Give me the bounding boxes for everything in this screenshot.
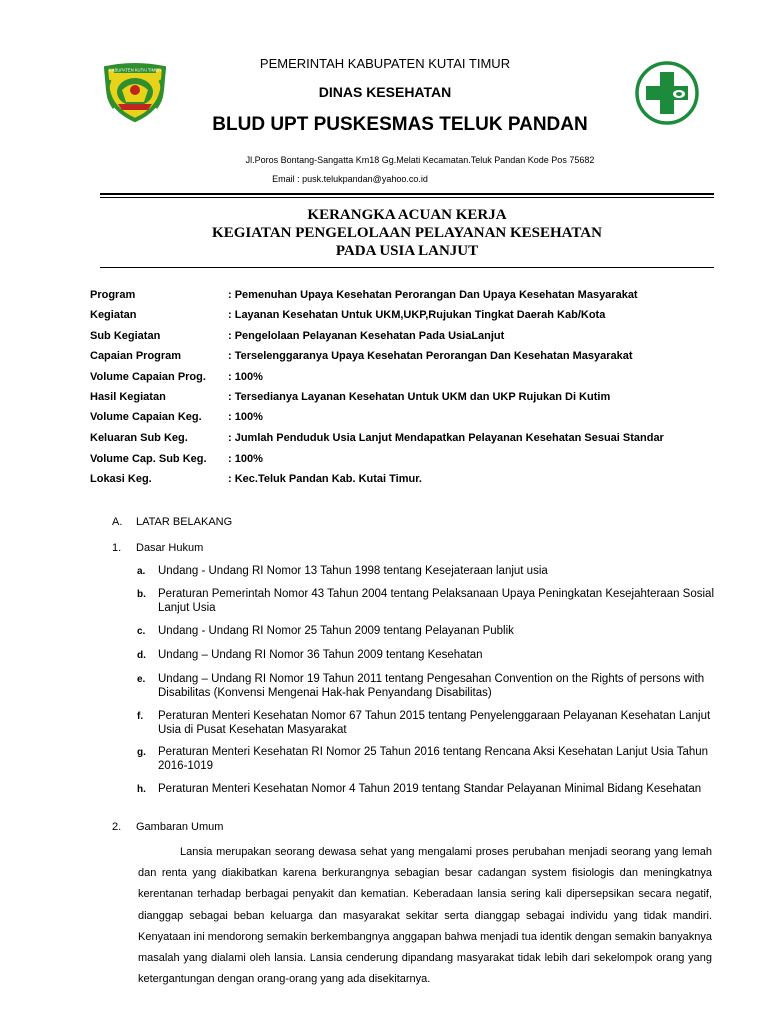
government-name: PEMERINTAH KABUPATEN KUTAI TIMUR [259,56,511,71]
title-divider [100,267,714,268]
info-value: : Layanan Kesehatan Untuk UKM,UKP,Rujukan Tingkat Daerah Kab/Kota [228,309,606,321]
health-cross-emblem-icon [634,60,700,126]
info-label: Keluaran Sub Keg. [90,432,188,444]
info-value: : 100% [228,411,263,423]
info-label: Hasil Kegiatan [90,391,166,403]
reference-letter: c. [137,626,146,637]
reference-text: Undang - Undang RI Nomor 25 Tahun 2009 tentang Pelayanan Publik [158,625,514,637]
info-label: Volume Capaian Keg. [90,411,202,423]
info-row-sub-kegiatan [90,330,720,350]
header-divider-thin [100,197,714,198]
section-a-heading [112,516,233,528]
reference-letter: h. [137,784,146,795]
info-row-hasil-kegiatan [90,391,720,411]
reference-text: Peraturan Pemerintah Nomor 43 Tahun 2004 tentang Pelaksanaan Upaya Peningkatan Kesejahteraan Sosial Lanjut Usia [158,588,714,614]
info-label: Volume Capaian Prog. [90,371,206,383]
reference-text: Undang – Undang RI Nomor 36 Tahun 2009 tentang Kesehatan [158,649,483,661]
info-label: Program [90,289,136,301]
info-row-volume-cap-sub-keg [90,453,720,473]
info-label: Sub Kegiatan [90,330,161,342]
reference-letter: d. [137,650,146,661]
info-row-keluaran-sub-keg [90,432,720,452]
section-1-heading [112,542,204,554]
info-label: Capaian Program [90,350,182,362]
info-label: Lokasi Keg. [90,473,152,485]
paragraph-text: Lansia merupakan seorang dewasa sehat yang mengalami proses perubahan menjadi seorang yang lemah dan renta yang diakibatkan karena berkurangnya sebagian besar cadangan system fisiologis dan meningkatnya kerentanan terhadap berbagai penyakit dan kematian. Keberadaan lansia sering kali dipersepsikan secara negatif, dianggap sebagai beban keluarga dan masyarakat sekitar serta dianggap sebagai individu yang tidak mandiri. Kenyataan ini mendorong semakin berkembangnya anggapan bahwa menjadi tua identik dengan semakin banyaknya masalah yang dialami oleh lansia. Lansia cenderung dipandang masyarakat tidak lebih dari sekelompok orang yang ketergantungan dengan orang-orang yang ada disekitarnya. [138,846,712,986]
reference-letter: f. [137,711,144,722]
email-line: Email : pusk.telukpandan@yahoo.co.id [272,174,428,184]
reference-text: Undang - Undang RI Nomor 13 Tahun 1998 tentang Kesejateraan lanjut usia [158,565,548,577]
info-row-volume-capaian-prog [90,371,720,391]
reference-text: Undang – Undang RI Nomor 19 Tahun 2011 tentang Pengesahan Convention on the Rights of persons with Disabilitas (Konvensi Mengenai Hak-hak Penyandang Disabilitas) [158,673,705,699]
info-label: Volume Cap. Sub Keg. [90,453,207,465]
reference-letter: g. [137,747,146,758]
section-number: 1. [112,542,122,554]
info-row-volume-capaian-keg [90,411,720,431]
info-value: : 100% [228,453,263,465]
department-name: DINAS KESEHATAN [318,84,452,100]
document-title: KERANGKA ACUAN KERJA [307,207,507,223]
address-line: Jl.Poros Bontang-Sangatta Km18 Gg.Melati Kecamatan.Teluk Pandan Kode Pos 75682 [245,155,595,165]
document-subtitle: KEGIATAN PENGELOLAAN PELAYANAN KESEHATAN [212,225,602,241]
reference-letter: a. [137,566,146,577]
section-label: Dasar Hukum [136,542,204,554]
section-number: 2. [112,821,122,833]
section-2-heading [112,821,224,833]
header-divider-thick [100,193,714,195]
info-value: : 100% [228,371,263,383]
reference-text: Peraturan Menteri Kesehatan Nomor 4 Tahun 2019 tentang Standar Pelayanan Minimal Bidang Kesehatan [158,783,702,795]
info-value: : Jumlah Penduduk Usia Lanjut Mendapatkan Pelayanan Kesehatan Sesuai Standar [228,432,664,444]
document-subtitle-2: PADA USIA LANJUT [335,243,479,259]
reference-text: Peraturan Menteri Kesehatan RI Nomor 25 Tahun 2016 tentang Rencana Aksi Kesehatan Lanjut Usia Tahun 2016-1019 [158,746,709,772]
reference-text: Peraturan Menteri Kesehatan Nomor 67 Tahun 2015 tentang Penyelenggaraan Pelayanan Kesehatan Lanjut Usia di Pusat Kesehatan Masyarakat [158,710,711,736]
reference-letter: b. [137,589,146,600]
reference-letter: e. [137,674,146,685]
emblem-banner-text: KABUPATEN KUTAI TIMUR [108,67,162,73]
info-row-kegiatan [90,309,720,329]
info-label: Kegiatan [90,309,137,321]
info-row-program [90,289,720,309]
info-value: : Terselenggaranya Upaya Kesehatan Perorangan Dan Kesehatan Masyarakat [228,350,633,362]
body-paragraph [138,842,712,990]
info-row-lokasi-keg [90,473,720,493]
section-label: Gambaran Umum [136,821,224,833]
info-value: : Pengelolaan Pelayanan Kesehatan Pada UsiaLanjut [228,330,505,342]
section-label: LATAR BELAKANG [136,516,233,528]
info-value: : Tersedianya Layanan Kesehatan Untuk UKM dan UKP Rujukan Di Kutim [228,391,611,403]
section-letter: A. [112,516,123,528]
info-row-capaian-program [90,350,720,370]
institution-name: BLUD UPT PUSKESMAS TELUK PANDAN [212,114,588,135]
info-value: : Kec.Teluk Pandan Kab. Kutai Timur. [228,473,422,485]
info-value: : Pemenuhan Upaya Kesehatan Perorangan Dan Upaya Kesehatan Masyarakat [228,289,638,301]
